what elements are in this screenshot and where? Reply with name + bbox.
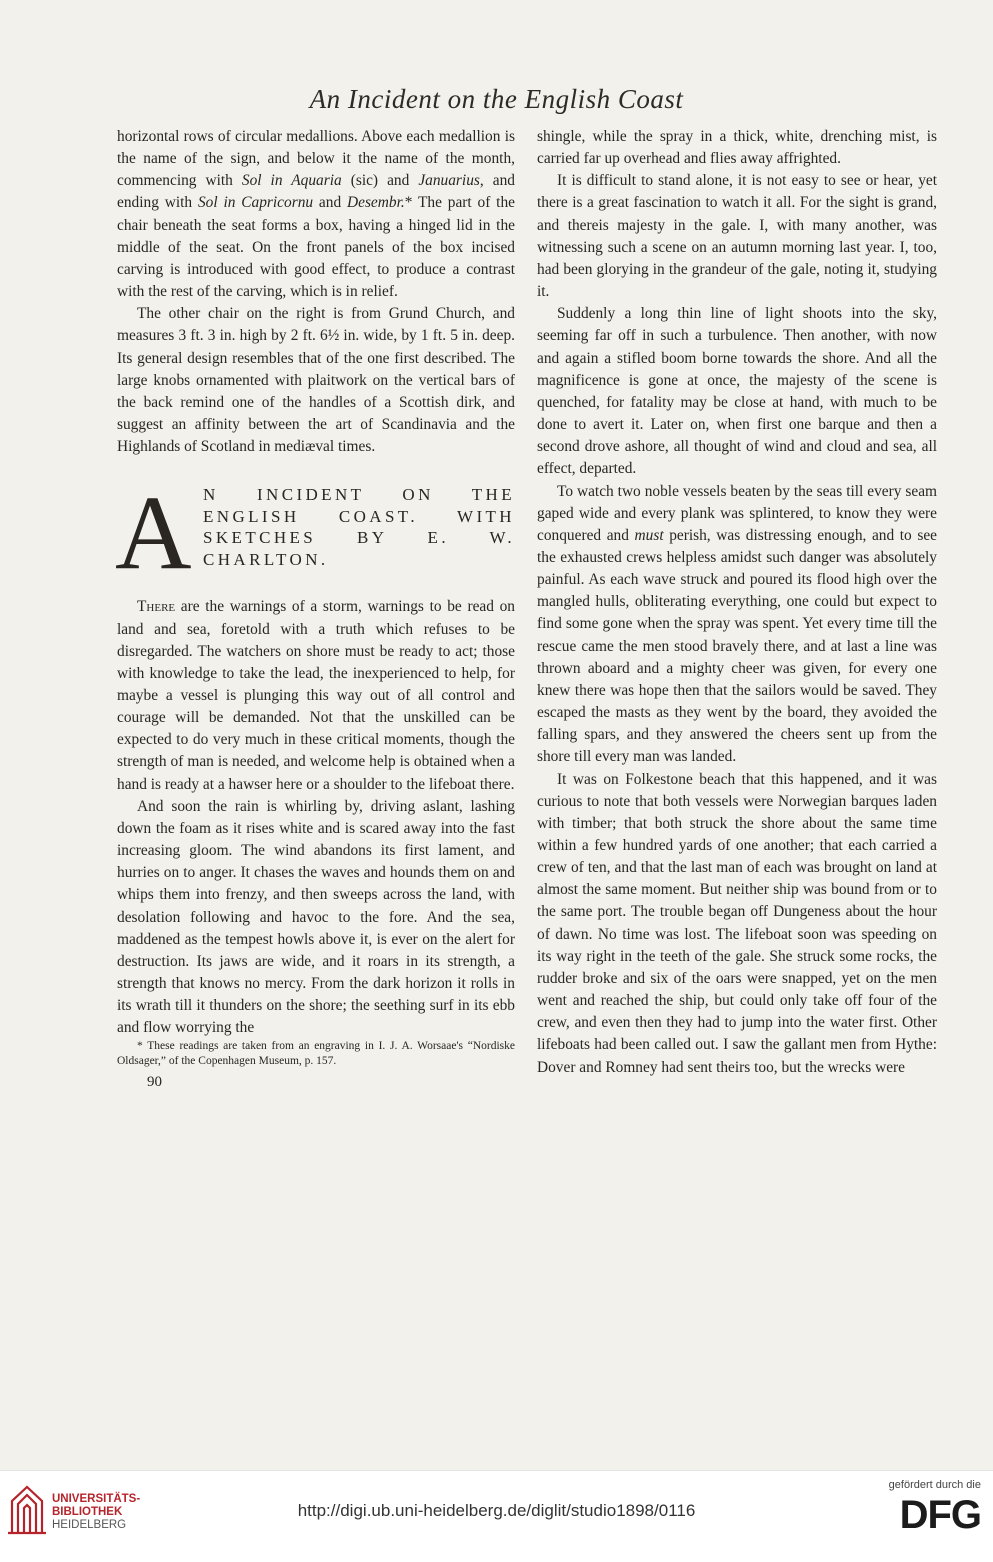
permalink-url[interactable]: http://digi.ub.uni-heidelberg.de/diglit/studio1898/0116 [297, 1501, 696, 1520]
text-run: and [313, 194, 347, 212]
paragraph [117, 126, 515, 303]
library-name-line: UNIVERSITÄTS- [52, 1493, 141, 1505]
text-run: Desembr. [347, 194, 405, 212]
text-run: must [634, 526, 664, 544]
paragraph: The other chair on the right is from Grund Church, and measures 3 ft. 3 in. high by 2 ft. 6½ in. wide, by 1 ft. 5 in. deep. Its general design resembles that of the one first described. The large knobs ornamented with plaitwork on the vertical bars of the back remind one of the handles of a Scottish dirk, and suggest an affinity between the art of Scandinavia and the Highlands of Scotland in mediæval times. [117, 305, 515, 456]
funder-label: gefördert durch die [888, 1479, 981, 1491]
title-line: N INCIDENT ON THE [203, 485, 515, 505]
library-name-line: HEIDELBERG [52, 1519, 127, 1531]
text-run: * The part of the chair beneath the seat forms a box, having a hinged lid in the middle of the seat. On the front panels of the box incised carving is introduced with good effect, to produce a contrast with the rest of the carving, which is in relief. [117, 194, 515, 301]
paragraph [537, 481, 937, 769]
paragraph: Suddenly a long thin line of light shoots into the sky, seeming far off in such a turbulence. Then another, with now and again a stifled boom borne towards the shore. And all the magnificence is gone at once, the majesty of the scene is quenched, for fatality may be close at hand, with much to be done to avert it. Later on, when first one barque and then a second drove ashore, all thought of wind and cloud and sea, all effect, departed. [537, 305, 937, 478]
title-line: CHARLTON. [203, 549, 329, 569]
text-run: horizontal rows of circular medallions. Above each medallion is the name of the sign, and below it the name of the month, commencing with [117, 128, 515, 190]
page-number: 90 [147, 1074, 162, 1091]
small-caps-word: There [137, 598, 176, 616]
library-name-line: BIBLIOTHEK [52, 1506, 123, 1518]
viewer-footer [0, 1470, 993, 1562]
text-run: To watch two noble vessels beaten by the seas till every seam gaped wide and every plank was splintered, to know they were conquered and [537, 482, 937, 544]
drop-cap: A [115, 474, 192, 592]
title-line: ENGLISH COAST. WITH [203, 506, 515, 526]
footnote: * These readings are taken from an engraving in I. J. A. Worsaae's “Nordiske Oldsager,” of the Copenhagen Museum, p. 157. [117, 1040, 515, 1067]
left-column [117, 126, 515, 1094]
paragraph: And soon the rain is whirling by, driving aslant, lashing down the foam as it rises white and is scared away into the fast increasing gloom. The wind abandons its first lament, and hurries on to anger. It chases the waves and hounds them on and whips them into frenzy, and then sweeps across the land, with desolation following and havoc to the fore. And the sea, maddened as the tempest howls above it, is ever on the alert for destruction. Its jaws are wide, and it roars in its strength, a strength that knows no mercy. From the dark horizon it rolls in its wrath till it thunders on the shore; the seething surf in its ebb and flow worrying the [117, 797, 515, 1037]
text-run: Sol in Aquaria [241, 172, 342, 190]
dfg-logo-text: DFG [899, 1493, 981, 1537]
paragraph: It was on Folkestone beach that this happened, and it was curious to note that both vessels were Norwegian barques laden with timber; that both struck the shore about the same time within a few hundred yards of one another; that each carried a crew of ten, and that the last man of each was brought on land at almost the same moment. But neither ship was bound from or to the same port. The trouble began off Dungeness about the hour of dawn. No time was lost. The lifeboat soon was speeding on its way right in the teeth of the gale. She struck some rocks, the rudder broke and six of the oars were snapped, yet on the men went and reached the ship, but could only take off four of the crew, and even then they had to jump into the water first. Other lifeboats had been called out. I saw the gallant men from Hythe: Dover and Romney had sent theirs too, but the wrecks were [537, 770, 937, 1076]
text-run: , and ending with [117, 172, 515, 212]
text-run: Sol in Capricornu [197, 194, 314, 212]
text-run: (sic) and [341, 172, 419, 190]
text-run: Januarius [418, 172, 480, 190]
text-run: are the warnings of a storm, warnings to be read on land and sea, foretold with a truth which refuses to be disregarded. The watchers on shore must be ready to act; those with knowledge to take the lead, the inexperienced to help, for maybe a vessel is plunging this way out of all control and courage will be demanded. Not that the unskilled can be expected to do very much in these critical moments, though the strength of man is needed, and welcome help is obtained when a hand is ready at a hawser here or a shoulder to the lifeboat there. [117, 598, 515, 793]
paragraph: shingle, while the spray in a thick, white, drenching mist, is carried far up overhead and flies away affrighted. [537, 128, 937, 168]
text-run: perish, was distressing enough, and to see the exhausted crews helpless amidst such danger was absolutely painful. As each wave struck and poured its flood high over the mangled hulls, obliterating everything, one could but expect to find some gone when the spray was spent. Yet every time till the rescue came the men stood bravely there, and at last a line was thrown aboard and a mighty cheer was given, for every one knew there was hope then that the sailors would be saved. They escaped the masts as they went by the board, they avoided the falling spars, and they answered the cheers sent up from the shore till every man was landed. [537, 526, 937, 766]
article-title [115, 474, 515, 596]
title-lines [203, 484, 515, 570]
title-line: SKETCHES BY E. W. [203, 528, 515, 548]
funder-logo[interactable] [871, 1479, 981, 1537]
paragraph [117, 596, 515, 795]
right-column [537, 126, 937, 1079]
paragraph: It is difficult to stand alone, it is not easy to see or hear, yet there is a great fascination to watch it all. For the sight is grand, and thereis majesty in the gale. I, with many another, was witnessing such a scene on an autumn morning last year. I, too, had been glorying in the grandeur of the gale, noting it, studying it. [537, 172, 937, 301]
running-title: An Incident on the English Coast [309, 84, 684, 114]
